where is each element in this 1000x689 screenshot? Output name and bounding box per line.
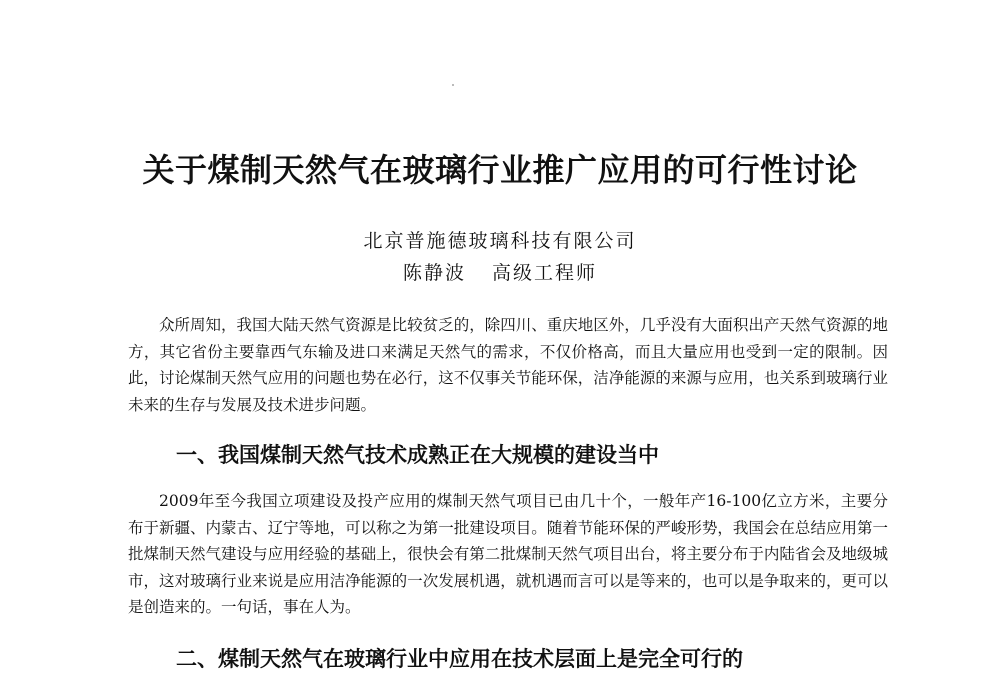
intro-paragraph: 众所周知，我国大陆天然气资源是比较贫乏的，除四川、重庆地区外，几乎没有大面积出产天然气资源的地方，其它省份主要靠西气东输及进口来满足天然气的需求，不仅价格高，而且大量应用也受到一定的限制。因此，讨论煤制天然气应用的问题也势在必行，这不仅事关节能环保，洁净能源的来源与应用，也关系到玻璃行业未来的生存与发展及技术进步问题。: [128, 316, 888, 414]
section-paragraph-1: 2009年至今我国立项建设及投产应用的煤制天然气项目已由几十个，一般年产16-100亿立方米，主要分布于新疆、内蒙古、辽宁等地，可以称之为第一批建设项目。随着节能环保的严峻形势，我国会在总结应用第一批煤制天然气建设与应用经验的基础上，很快会有第二批煤制天然气项目出台，将主要分布于内陆省会及地级城市，这对玻璃行业来说是应用洁净能源的一次发展机遇，就机遇而言可以是等来的，也可以是争取来的，更可以是创造来的。一句话，事在人为。: [128, 492, 888, 616]
author-organization: 北京普施德玻璃科技有限公司: [363, 230, 637, 252]
section-heading-2: 二、煤制天然气在玻璃行业中应用在技术层面上是完全可行的: [176, 647, 743, 671]
document-title: 关于煤制天然气在玻璃行业推广应用的可行性讨论: [142, 151, 858, 189]
author-title: 高级工程师: [492, 262, 598, 284]
author-name: 陈静波: [402, 262, 466, 284]
scan-speck: [452, 84, 454, 86]
section-heading-1: 一、我国煤制天然气技术成熟正在大规模的建设当中: [176, 443, 659, 467]
author-line: [200, 260, 800, 286]
